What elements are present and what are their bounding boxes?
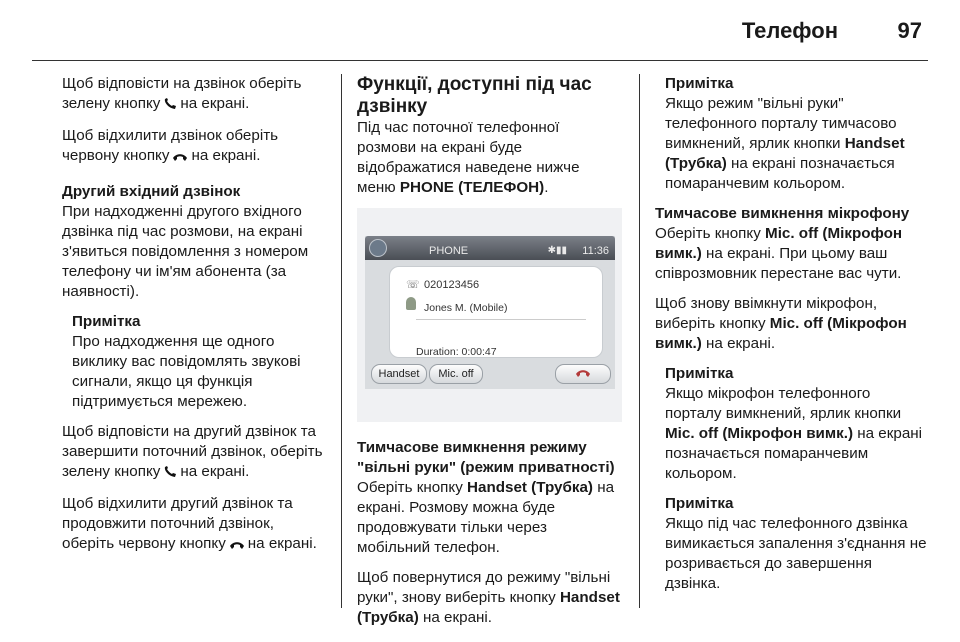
- phone-answer-icon: [163, 96, 177, 116]
- phone-number-icon: ☏: [406, 279, 420, 291]
- end-call-button[interactable]: [555, 364, 611, 384]
- reject-second-call-paragraph: Щоб відхилити другий дзвінок та продовжити поточний дзвінок, оберіть червону кнопку на екрані.: [62, 494, 324, 556]
- note-box: [665, 74, 927, 194]
- globe-icon: [369, 239, 387, 257]
- return-handsfree-paragraph: Щоб повернутися до режиму "вільні руки", знову виберіть кнопку Handset (Трубка) на екрані.: [357, 569, 620, 626]
- section-heading: Тимчасове вимкнення мікрофону: [655, 205, 910, 222]
- section-heading: Тимчасове вимкнення режиму "вільні руки" (режим приватності): [357, 439, 615, 476]
- note-title: Примітка: [72, 313, 141, 330]
- note-text: Якщо режим "вільні руки" телефонного порталу тимчасово вимкнений, ярлик кнопки Handset (Трубка) на екрані позначається помаранчевим кольором.: [665, 95, 905, 192]
- caller-name: Jones M. (Mobile): [424, 302, 508, 314]
- handset-paragraph: Оберіть кнопку Handset (Трубка) на екрані. Розмову можна буде продовжувати тільки через мобільний телефон.: [357, 479, 615, 556]
- mic-off-paragraph: Оберіть кнопку Mic. off (Мікрофон вимк.) на екрані. При цьому ваш співрозмовник перестане вас чути.: [655, 225, 903, 282]
- answer-call-paragraph: Щоб відповісти на дзвінок оберіть зелену кнопку на екрані.: [62, 74, 324, 116]
- phone-title-bar: [365, 236, 615, 260]
- caller-number: 020123456: [424, 279, 480, 291]
- phone-hangup-icon: [229, 536, 245, 556]
- note-title: Примітка: [665, 495, 734, 512]
- note-box: [72, 312, 324, 412]
- note-text: Про надходження ще одного виклику вас повідомлять звукові сигнали, якщо ця функція підтримується мережею.: [72, 333, 301, 410]
- page-number: 97: [897, 18, 922, 43]
- phone-hangup-icon: [172, 148, 188, 168]
- note-title: Примітка: [665, 75, 734, 92]
- phone-screen: [365, 236, 615, 389]
- divider: [416, 319, 586, 320]
- answer-second-call-paragraph: Щоб відповісти на другий дзвінок та завершити поточний дзвінок, оберіть зелену кнопку на екрані.: [62, 422, 324, 484]
- call-duration: Duration: 0:00:47: [416, 346, 497, 358]
- phone-answer-icon: [163, 464, 177, 484]
- mic-off-button[interactable]: Mic. off: [429, 364, 483, 384]
- section-title: Функції, доступні під час дзвінку: [357, 74, 592, 117]
- note-title: Примітка: [665, 365, 734, 382]
- note-text: Якщо під час телефонного дзвінка вимикається запалення з'єднання не розривається до завершення дзвінка.: [665, 515, 927, 592]
- note-text: Якщо мікрофон телефонного порталу вимкнений, ярлик кнопки Mic. off (Мікрофон вимк.) на екрані позначається помаранчевим кольором.: [665, 385, 923, 482]
- note-box: [665, 364, 927, 484]
- phone-screen-illustration: [357, 208, 622, 422]
- column-3: [655, 74, 927, 604]
- phone-hangup-icon: [572, 368, 594, 378]
- second-call-paragraph: При надходженні другого вхідного дзвінка під час розмови, на екрані з'явиться повідомлення з номером телефону чи ім'ям абонента (за наявності).: [62, 203, 309, 300]
- menu-intro-paragraph: Під час поточної телефонної розмови на екрані буде відображатися наведене нижче меню PHONE (ТЕЛЕФОН).: [357, 119, 580, 196]
- clock-readout: 11:36: [582, 245, 609, 257]
- mic-on-paragraph: Щоб знову ввімкнути мікрофон, виберіть кнопку Mic. off (Мікрофон вимк.) на екрані.: [655, 295, 907, 352]
- handset-button[interactable]: Handset: [371, 364, 427, 384]
- column-divider: [341, 74, 342, 608]
- column-1: [62, 74, 324, 566]
- reject-call-paragraph: Щоб відхилити дзвінок оберіть червону кнопку на екрані.: [62, 126, 324, 168]
- note-box: [665, 494, 927, 594]
- column-divider: [639, 74, 640, 608]
- page-header: [32, 0, 928, 61]
- page-title: Телефон: [741, 18, 838, 43]
- column-2: [357, 74, 622, 638]
- phone-screen-title: PHONE: [429, 245, 469, 257]
- contact-icon: [406, 297, 416, 310]
- section-heading: Другий вхідний дзвінок: [62, 183, 241, 200]
- call-info-card: [389, 266, 603, 358]
- signal-icon: ✱▮▮: [547, 245, 567, 256]
